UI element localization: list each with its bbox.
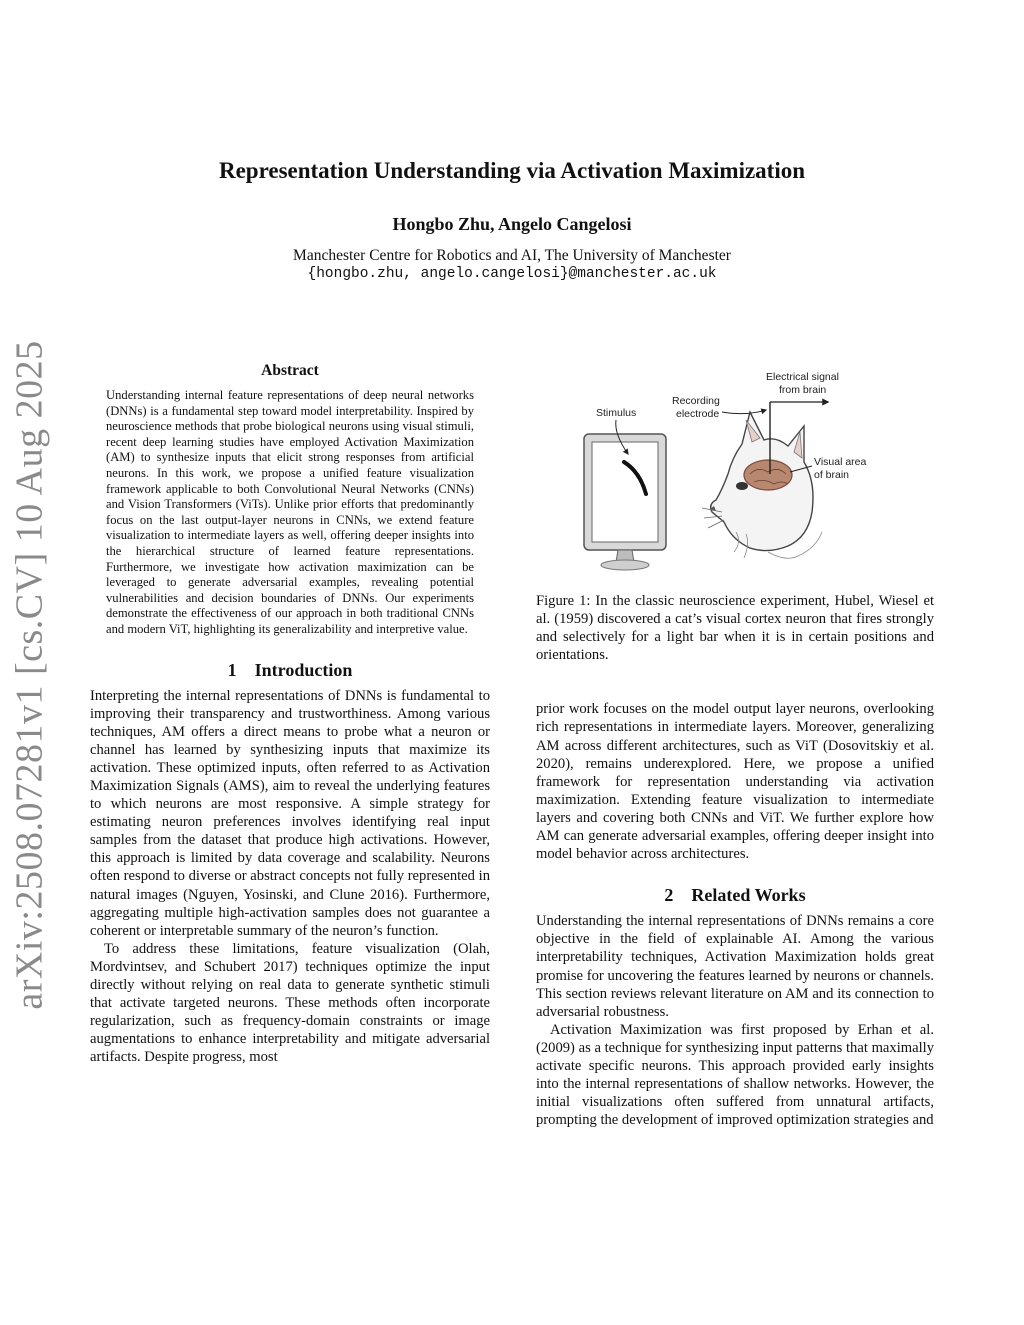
section-number: 2 xyxy=(664,885,674,906)
intro-paragraph-1: Interpreting the internal representations of DNNs is fundamental to improving their transparency and trustworthiness. Among various techniques, AM offers a direct means to probe what a neuron or channel has learned by synthesizing inputs that maximize its activation. These optimized inputs, often referred to as Activation Maximization Signals (AMS), aim to reveal the underlying features to which neurons are most responsive. A simple strategy for estimating neuron preferences involves identifying real input samples from the dataset that produce high activations. However, this approach is limited by data coverage and scalability. Neurons often respond to diverse or abstract concepts not fully represented in natural images (Nguyen, Yosinski, and Clune 2016). Furthermore, aggregating multiple high-activation samples does not guarantee a coherent or interpretable summary of the neuron’s function. xyxy=(90,687,490,939)
abstract-text: Understanding internal feature representations of deep neural networks (DNNs) is a fundamental step toward model interpretability. Inspired by neuroscience methods that probe biological neurons using visual stimuli, recent deep learning studies have employed Activation Maximization (AM) to synthesize inputs that elicit strong responses from artificial neurons. In this work, we propose a unified feature visualization framework applicable to both Convolutional Neural Networks (CNNs) and Vision Transformers (ViTs). Unlike prior efforts that predominantly focus on the last output-layer neurons in CNNs, we extend feature visualization to intermediate layers as well, offering deeper insights into the hierarchical structure of learned feature representations. Furthermore, we investigate how activation maximization can be leveraged to generate adversarial examples, revealing potential vulnerabilities and decision boundaries of DNNs. Our experiments demonstrate the effectiveness of our approach in both traditional CNNs and modern ViT, highlighting its generalizability and interpretive value. xyxy=(106,388,474,636)
section-number: 1 xyxy=(227,659,237,680)
related-paragraph-2: Activation Maximization was first proposed by Erhan et al. (2009) as a technique for synthesizing input patterns that maximally activate specific neurons. This approach provided early insights into the internal representations of shallow networks. However, the initial visualizations often suffered from unnatural artifacts, prompting the development of improved optimization strategies and xyxy=(536,1021,934,1129)
section-title: Related Works xyxy=(691,885,806,906)
recording-label-line1: Recording xyxy=(672,395,720,407)
figure-1-diagram xyxy=(536,362,934,582)
paper-affiliation: Manchester Centre for Robotics and AI, The University of Manchester xyxy=(293,247,731,264)
visual-area-label-line1: Visual area xyxy=(814,456,867,468)
signal-label-line1: Electrical signal xyxy=(766,371,839,383)
signal-label-line2: from brain xyxy=(779,384,827,396)
visual-area-label-line2: of brain xyxy=(814,469,850,481)
figure-1-caption: Figure 1: In the classic neuroscience experiment, Hubel, Wiesel et al. (1959) discovered a cat’s visual cortex neuron that fires strongly and selectively for a light bar when it is in certain positions and orientations. xyxy=(536,593,934,664)
paper-email: {hongbo.zhu, angelo.cangelosi}@manchester.ac.uk xyxy=(307,266,717,282)
section-heading-introduction xyxy=(90,660,490,681)
left-column xyxy=(90,362,490,1066)
arxiv-id: arXiv:2508.07281v1 [cs.CV] 10 Aug 2025 xyxy=(9,340,51,1010)
cat-illustration xyxy=(702,412,822,558)
intro-continuation-paragraph: prior work focuses on the model output layer neurons, overlooking rich representations in intermediate layers. Moreover, generalizing AM across different architectures, such as ViT (Dosovitskiy et al. 2020), remains underexplored. Here, we propose a unified framework for representation understanding via activation maximization. Extending feature visualization to intermediate layers and covering both CNNs and ViT. We further explore how AM can generate adversarial examples, offering deeper insight into model behavior across architectures. xyxy=(536,701,934,863)
stimulus-label: Stimulus xyxy=(596,407,637,419)
abstract-heading: Abstract xyxy=(261,362,319,379)
arxiv-sidebar xyxy=(4,340,56,1010)
monitor-illustration xyxy=(584,434,666,570)
recording-label-line2: electrode xyxy=(676,408,720,420)
right-column xyxy=(536,362,934,1129)
paper-title: Representation Understanding via Activation Maximization xyxy=(218,158,806,183)
section-title: Introduction xyxy=(254,659,353,680)
related-paragraph-1: Understanding the internal representations of DNNs remains a core objective in the field of explainable AI. Among the various interpretability techniques, Activation Maximization holds great promise for uncovering the features learned by neurons or channels. This section reviews relevant literature on AM and its connection to adversarial robustness. xyxy=(536,913,934,1020)
figure-1 xyxy=(536,362,934,582)
paper-authors: Hongbo Zhu, Angelo Cangelosi xyxy=(392,214,632,234)
brain-region xyxy=(744,460,792,490)
section-heading-related-works xyxy=(536,885,934,906)
intro-paragraph-2: To address these limitations, feature visualization (Olah, Mordvintsev, and Schubert 2017) techniques optimize the input directly without relying on real data to generate synthetic stimuli that activate targeted neurons. These methods often incorporate regularization, such as frequency-domain constraints or image augmentations to enhance interpretability and mitigate adversarial artifacts. Despite progress, most xyxy=(90,940,490,1066)
